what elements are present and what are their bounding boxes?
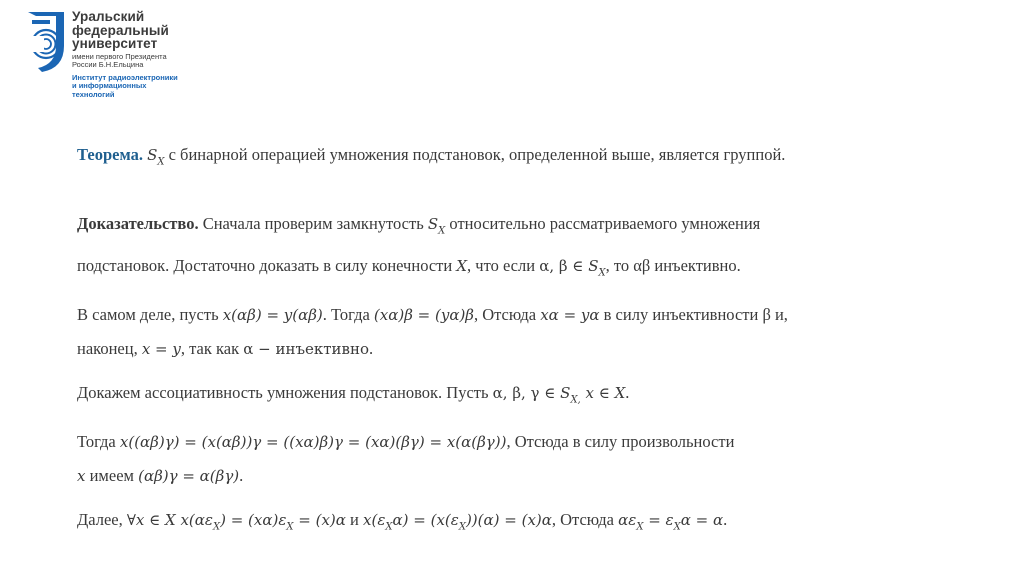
math-sub: X bbox=[673, 521, 681, 533]
proof-text-1b: относительно рассматриваемого умножения bbox=[445, 214, 761, 234]
urfu-emblem-icon bbox=[26, 10, 70, 74]
then-text-2a: имеем bbox=[85, 466, 139, 486]
math-assoc-result: (αβ)γ = α(βγ) bbox=[138, 467, 240, 486]
math-sub: X bbox=[286, 521, 294, 533]
proof-line-1 bbox=[77, 207, 977, 248]
math-s: S bbox=[588, 256, 599, 275]
math-sub: X bbox=[598, 266, 606, 278]
logo-name-line-1: Уральский bbox=[72, 9, 145, 24]
indeed-line-2 bbox=[77, 332, 977, 366]
logo-name-line-3: университет bbox=[72, 36, 158, 51]
theorem-label: Теорема. bbox=[77, 145, 143, 164]
math-expr-3: xα = yα bbox=[540, 305, 600, 324]
then-text-1a: Тогда bbox=[77, 432, 120, 452]
logo-dedication-line-2: России Б.Н.Ельцина bbox=[72, 60, 144, 69]
math-expr-4: x = y bbox=[141, 339, 181, 358]
math-f5: α) = (x(ε bbox=[392, 511, 459, 530]
indeed-text-1b: . Тогда bbox=[322, 304, 374, 324]
proof-label: Доказательство. bbox=[77, 214, 199, 234]
math-sub: X bbox=[385, 521, 393, 533]
theorem-paragraph bbox=[77, 138, 977, 179]
then-text-1b: , Отсюда в силу произвольности bbox=[506, 432, 735, 452]
further-text-b: и bbox=[345, 510, 364, 530]
math-sub: X bbox=[458, 521, 466, 533]
indeed-text-1c: , Отсюда bbox=[473, 304, 541, 324]
math-sub: X bbox=[636, 521, 644, 533]
math-f3: = (x)α bbox=[293, 511, 346, 530]
logo-text bbox=[72, 10, 178, 99]
logo-name-line-2: федеральный bbox=[72, 22, 169, 38]
proof-text-2c: , то αβ инъективно. bbox=[605, 255, 741, 275]
math-expr-2: (xα)β = (yα)β bbox=[373, 305, 474, 324]
math-sub: X bbox=[157, 156, 165, 168]
proof-text-1a: Сначала проверим замкнутость bbox=[198, 214, 428, 234]
theorem-text: с бинарной операцией умножения подстановок, определенной выше, является группой. bbox=[164, 145, 786, 164]
logo-institute-line-3: технологий bbox=[72, 89, 115, 99]
further-line bbox=[77, 503, 977, 544]
assoc-text-b: . bbox=[625, 382, 630, 402]
then-line-1 bbox=[77, 425, 977, 459]
math-x: X bbox=[456, 256, 468, 275]
then-text-2b: . bbox=[239, 466, 244, 486]
math-f2: ) = (xα)ε bbox=[220, 511, 287, 530]
proof-line-2 bbox=[77, 249, 977, 290]
further-text-d: . bbox=[723, 510, 728, 530]
math-f9: α = α bbox=[680, 511, 724, 530]
then-line-2 bbox=[77, 459, 977, 493]
math-f8: = ε bbox=[643, 511, 674, 530]
further-text-a: Далее, bbox=[77, 510, 127, 530]
math-s: S bbox=[427, 215, 439, 234]
logo-institute-line-2: и информационных bbox=[72, 81, 147, 90]
math-sub: X bbox=[212, 521, 221, 533]
assoc-text-a: Докажем ассоциативность умножения подстановок. Пусть bbox=[77, 382, 493, 402]
indeed-text-2b: , так как bbox=[180, 338, 244, 358]
proof-text-2a: подстановок. Достаточно доказать в силу конечности bbox=[77, 255, 457, 275]
math-sub: X bbox=[438, 225, 446, 237]
math-x: x bbox=[77, 467, 86, 486]
math-alpha-beta-gamma: α, β, γ ∈ bbox=[492, 383, 561, 402]
math-f6: ))(α) = (x)α bbox=[465, 511, 552, 530]
university-logo bbox=[26, 10, 226, 105]
math-s: S bbox=[147, 146, 158, 164]
math-x-in-x: x ∈ X bbox=[580, 383, 626, 402]
math-f4: x(ε bbox=[363, 511, 386, 530]
proof-text-2b: , что если bbox=[467, 255, 540, 275]
indeed-text-1a: В самом деле, пусть bbox=[77, 304, 223, 324]
further-text-c: , Отсюда bbox=[551, 510, 619, 530]
math-sub: X, bbox=[570, 394, 581, 406]
indeed-text-1d: в силу инъективности β и, bbox=[599, 304, 788, 324]
math-assoc-chain: x((αβ)γ) = (x(αβ))γ = ((xα)β)γ = (xα)(βγ) = x(α(βγ)) bbox=[119, 433, 507, 452]
math-expr-1: x(αβ) = y(αβ) bbox=[222, 305, 323, 324]
indeed-text-2c: . bbox=[369, 338, 374, 358]
math-s: S bbox=[560, 383, 571, 402]
slide-body bbox=[77, 138, 977, 544]
assoc-line bbox=[77, 376, 977, 417]
math-f1: ∀x ∈ X x(αε bbox=[126, 511, 213, 530]
math-alpha-beta: α, β ∈ bbox=[539, 256, 589, 275]
logo-institute-line-1: Институт радиоэлектроники bbox=[72, 72, 178, 82]
math-expr-5: α − инъективно bbox=[243, 339, 370, 358]
logo-dedication-line-1: имени первого Президента bbox=[72, 51, 167, 61]
indeed-line-1 bbox=[77, 298, 977, 332]
indeed-text-2a: наконец, bbox=[77, 338, 142, 358]
math-f7: αε bbox=[618, 511, 637, 530]
